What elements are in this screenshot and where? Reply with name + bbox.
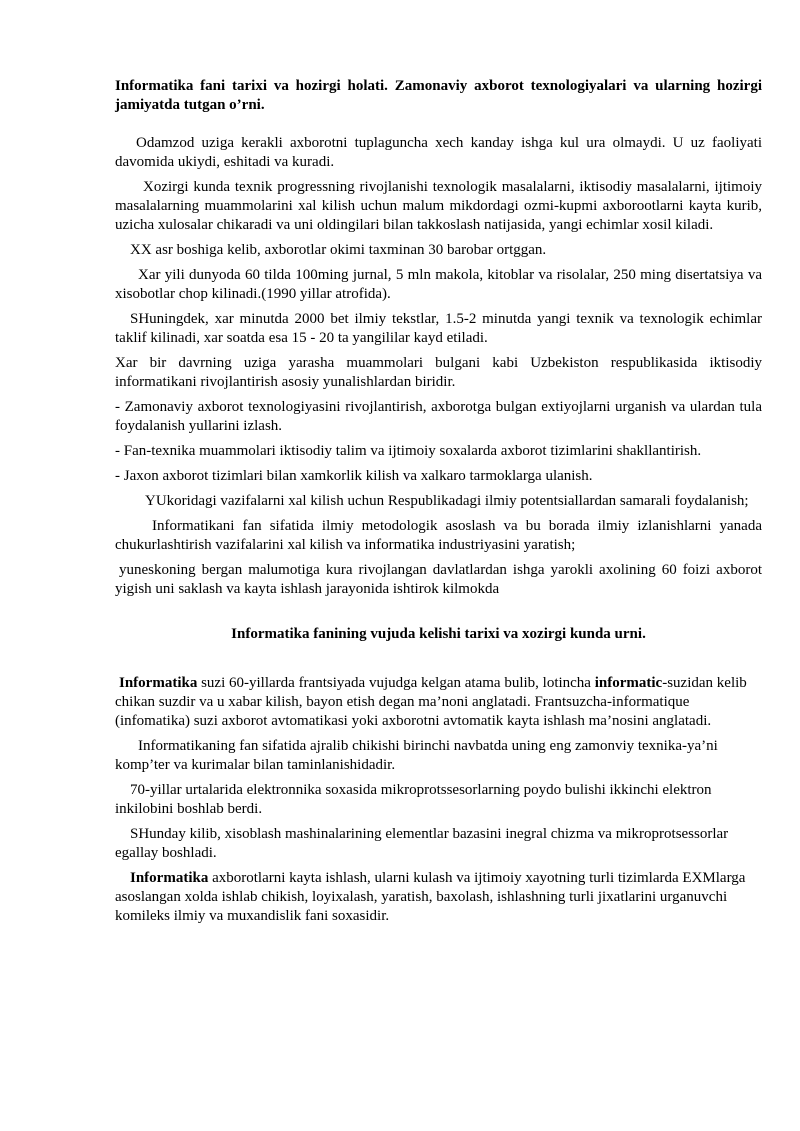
term-bold: Informatika [130,870,209,886]
section-title: Informatika fani tarixi va hozirgi holati. Zamonaviy axborot texnologiyalari va ularning hozirgi jamiyatda tutgan o’rni. [115,78,762,113]
paragraph: Xar bir davrning uziga yarasha muammolari bulgani kabi Uzbekiston respublikasida iktisodiy informatikani rivojlantirish asosiy yunalishlardan biridir. [115,355,762,390]
paragraph: XX asr boshiga kelib, axborotlar okimi taxminan 30 barobar ortggan. [130,242,547,258]
paragraph: 70-yillar urtalarida elektronnika soxasida mikroprotssesorlarning poydo bulishi ikkinchi elektron inkilobini boshlab berdi. [115,782,712,817]
paragraph: SHuningdek, xar minutda 2000 bet ilmiy tekstlar, 1.5-2 minutda yangi texnik va texnologik echimlar taklif kilinadi, xar soatda esa 15 - 20 ta yangililar kayd etiladi. [115,311,762,346]
term-bold: informatic [594,675,663,691]
paragraph: SHunday kilib, xisoblash mashinalarining elementlar bazasini inegral chizma va mikroprotsessorlar egallay boshladi. [115,826,729,861]
list-item: - Zamonaviy axborot texnologiyasini rivojlantirish, axborotga bulgan extiyojlarni urganish va ulardan tula foydalanish yullarini izlash. [115,399,762,434]
paragraph-text: suzi 60-yillarda frantsiyada vujudga kelgan atama bulib, lotincha [197,675,595,691]
section-title: Informatika fanining vujuda kelishi tarixi va xozirgi kunda urni. [231,626,646,642]
paragraph-text: -suzidan kelib chikan suzdir va u xabar kilish, bayon etish degan ma’noni anglatadi. Frantsuzcha-informatique (infomatika) suzi axborot avtomatikasi yoki axborotni avtomatik kayta ishlash ma’nosini anglatadi. [115,675,747,729]
spacer [115,644,762,674]
paragraph: Informatikaning fan sifatida ajralib chikishi birinchi navbatda uning eng zamonviy texnika-ya’ni komp’ter va kurimalar bilan taminlanishidadir. [115,738,718,773]
list-item: - Fan-texnika muammolari iktisodiy talim va ijtimoiy soxalarda axborot tizimlarini shakllantirish. [115,443,702,459]
paragraph [115,674,762,731]
spacer [115,115,762,134]
paragraph: YUkoridagi vazifalarni xal kilish uchun Respublikadagi ilmiy potentsiallardan samarali foydalanish; [145,493,749,509]
paragraph [115,869,762,926]
term-bold: Informatika [119,675,198,691]
list-item: - Jaxon axborot tizimlari bilan xamkorlik kilish va xalkaro tarmoklarga ulanish. [115,468,593,484]
document-page [115,77,762,932]
paragraph: Odamzod uziga kerakli axborotni tuplaguncha xech kanday ishga kul ura olmaydi. U uz faoliyati davomida ukiydi, eshitadi va kuradi. [115,135,762,170]
paragraph-text: axborotlarni kayta ishlash, ularni kulash va ijtimoiy xayotning turli tizimlarda EXMlarga asoslangan xolda ishlab chikish, loyixalash, yaratish, baxolash, ishlashning turli jixatlarini urganuvchi komileks ilmiy va muxandislik fani soxasidir. [115,870,746,924]
paragraph: Xar yili dunyoda 60 tilda 100ming jurnal, 5 mln makola, kitoblar va risolalar, 250 ming disertatsiya va xisobotlar chop kilinadi.(1990 yillar atrofida). [115,267,762,302]
paragraph: yuneskoning bergan malumotiga kura rivojlangan davlatlardan ishga yarokli axolining 60 foizi axborot yigish uni saklash va kayta ishlash jarayonida ishtirok kilmokda [115,562,762,597]
paragraph: Informatikani fan sifatida ilmiy metodologik asoslash va bu borada ilmiy izlanishlarni yanada chukurlashtirish vazifalarini xal kilish va informatika industriyasini yaratish; [115,518,762,553]
paragraph: Xozirgi kunda texnik progressning rivojlanishi texnologik masalalarni, iktisodiy masalalarni, ijtimoiy masalalarning muammolarini xal kilish uchun malum mikdordagi ozmi-kupmi axborootlarni kayta kurib, uzicha xulosalar chikaradi va uni oldingilari bilan takkoslash natijasida, yangi echimlar xosil kiladi. [115,179,762,233]
